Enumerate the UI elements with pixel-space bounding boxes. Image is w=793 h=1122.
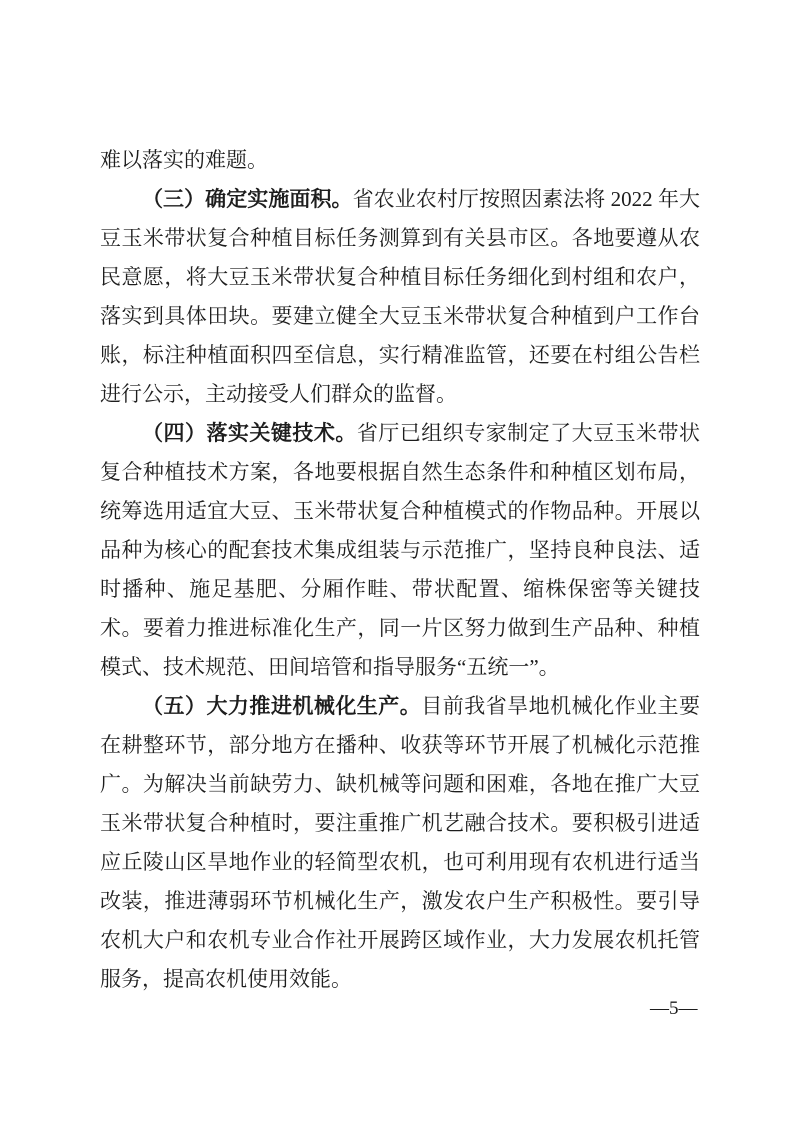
paragraph-section-3	[100, 180, 700, 414]
paragraph-body: 省农业农村厅按照因素法将 2022 年大豆玉米带状复合种植目标任务测算到有关县市区。各地要遵从农民意愿，将大豆玉米带状复合种植目标任务细化到村组和农户，落实到具体田块。要建立健全大豆玉米带状复合种植到户工作台账，标注种植面积四至信息，实行精准监管，还要在村组公告栏进行公示，主动接受人们群众的监督。	[100, 187, 701, 406]
page-number: —5—	[650, 998, 698, 1019]
paragraph-heading: （五）大力推进机械化生产。	[142, 694, 422, 718]
document-body	[100, 141, 700, 999]
paragraph-body: 目前我省旱地机械化作业主要在耕整环节，部分地方在播种、收获等环节开展了机械化示范推广。为解决当前缺劳力、缺机械等问题和困难，各地在推广大豆玉米带状复合种植时，要注重推广机艺融合技术。要积极引进适应丘陵山区旱地作业的轻简型农机，也可利用现有农机进行适当改装，推进薄弱环节机械化生产，激发农户生产积极性。要引导农机大户和农机专业合作社开展跨区域作业，大力发展农机托管服务，提高农机使用效能。	[100, 694, 701, 991]
paragraph-continuation	[100, 141, 700, 180]
paragraph-section-4	[100, 414, 700, 687]
paragraph-heading: （四）落实关键技术。	[142, 421, 357, 445]
paragraph-heading: （三）确定实施面积。	[142, 187, 353, 211]
paragraph-body: 难以落实的难题。	[100, 148, 268, 172]
paragraph-body: 省厅已组织专家制定了大豆玉米带状复合种植技术方案，各地要根据自然生态条件和种植区划布局，统筹选用适宜大豆、玉米带状复合种植模式的作物品种。开展以品种为核心的配套技术集成组装与示范推广，坚持良种良法、适时播种、施足基肥、分厢作畦、带状配置、缩株保密等关键技术。要着力推进标准化生产，同一片区努力做到生产品种、种植模式、技术规范、田间培管和指导服务“五统一”。	[100, 421, 701, 679]
paragraph-section-5	[100, 687, 700, 999]
